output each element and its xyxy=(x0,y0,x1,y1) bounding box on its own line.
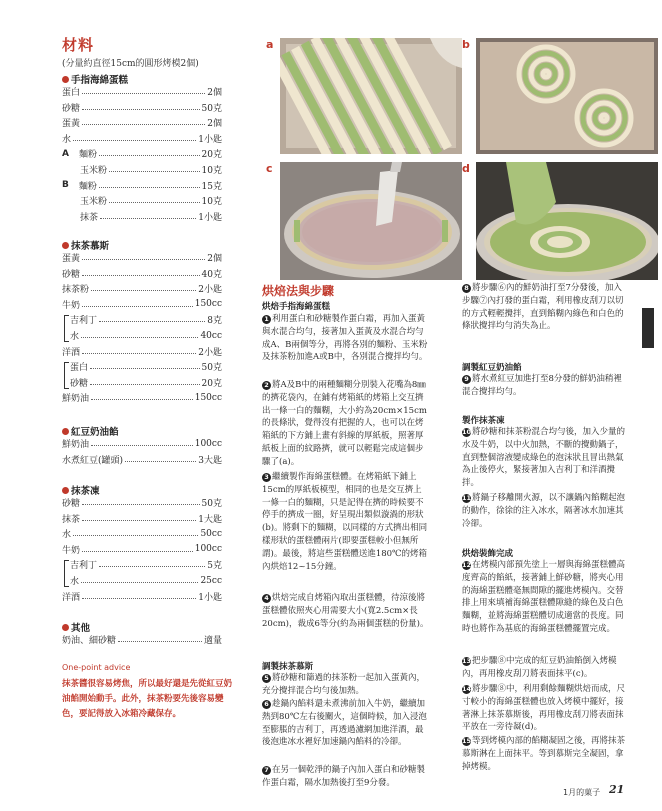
leader-dots xyxy=(109,171,200,172)
photo-label-d: d xyxy=(462,162,470,175)
ingredient-name: 洋酒 xyxy=(62,592,81,603)
section-heading-text: 紅豆奶油餡 xyxy=(71,427,119,438)
ingredient-quantity: 1大匙 xyxy=(198,514,222,525)
chapter-tab xyxy=(642,308,654,348)
leader-dots xyxy=(99,566,205,567)
ingredient-name: 水 xyxy=(70,577,80,587)
ingredient-name: 玉米粉 xyxy=(80,166,108,176)
step-number-7: 7 xyxy=(262,766,271,775)
ingredient-row xyxy=(62,147,222,160)
photo-a-striped-batter xyxy=(280,38,462,154)
ingredient-name: 水煮紅豆(罐頭) xyxy=(62,455,124,466)
recipe-yield: (分量約直徑15cm的圓形烤模2個) xyxy=(62,59,199,69)
ingredient-name: 吉利丁 xyxy=(70,561,98,572)
step-number-9: 9 xyxy=(462,375,471,384)
ingredient-name: 抹茶 xyxy=(62,514,81,525)
leader-dots xyxy=(99,155,200,156)
leader-dots xyxy=(99,187,200,188)
group-mark: B xyxy=(62,180,69,191)
step-number-1: 1 xyxy=(262,315,271,324)
ingredient-bracket xyxy=(64,362,69,389)
ingredient-name: 牛奶 xyxy=(62,545,81,556)
step-5-text: 將砂糖和篩過的抹茶粉一起加入蛋黃內，充分攪拌混合均勻後加熱。 xyxy=(262,673,426,696)
photo-b-spiral-batter xyxy=(476,38,658,154)
ingredient-row xyxy=(62,437,222,450)
step-6 xyxy=(262,698,430,749)
ingredient-name: 抹茶 xyxy=(80,212,99,223)
step-13 xyxy=(462,655,630,681)
step-8-text: 將步驟⑥內的鮮奶油打至7分發後，加入步驟⑦內打發的蛋白霜，利用橡皮刮刀以切的方式輕輕攪拌，直到餡糊內綠色和白色的條狀攪拌均勻消失為止。 xyxy=(462,283,624,332)
ingredient-quantity: 40克 xyxy=(201,269,222,280)
step-14-text: 將步驟⑧中，利用剩餘麵糊烘焙而成，尺寸較小的海綿蛋糕體也放入烤模中擺好，接著淋上抹茶慕斯後，再用橡皮刮刀將表面抹平放在一旁待凝(d)。 xyxy=(462,684,626,733)
ingredient-quantity: 50克 xyxy=(201,103,222,114)
step-10-text: 將砂糖和抹茶粉混合均勻後，加入少量的水及牛奶，以中火加熱，不斷的攪動鍋子，直到整個溶液變成綠色的泡沫狀且冒出熱氣為止後停火，緊接著加入吉利丁和洋酒攪拌。 xyxy=(462,427,626,489)
photo-label-b: b xyxy=(462,38,470,51)
section-heading xyxy=(62,238,109,252)
leader-dots xyxy=(82,109,200,110)
ingredient-quantity: 10克 xyxy=(201,166,222,176)
ingredient-quantity: 15克 xyxy=(201,181,222,192)
leader-dots xyxy=(91,290,196,291)
ingredient-name: 抹茶粉 xyxy=(62,285,90,296)
ingredient-name: 砂糖 xyxy=(70,378,89,389)
photo-d-matcha-mousse xyxy=(476,162,658,280)
ingredient-row xyxy=(70,574,222,587)
step-10 xyxy=(462,426,630,490)
advice-text: 抹茶醬很容易烤焦，所以最好還是先從紅豆奶油餡開始動手。此外，抹茶粉要先後容易變色，要記得放入冰箱冷藏保存。 xyxy=(62,679,233,719)
ingredient-row xyxy=(62,179,222,192)
leader-dots xyxy=(100,218,196,219)
method-title: 烘焙法與步驟 xyxy=(262,284,335,298)
ingredient-quantity: 2個 xyxy=(207,254,222,264)
leader-dots xyxy=(91,399,193,400)
leader-dots xyxy=(82,259,205,260)
leader-dots xyxy=(73,140,196,141)
step-2-text: 將A及B中的兩種麵糊分別裝入花嘴為8㎜的擠花袋內，在鋪有烤箱紙的烤箱上交互擠出一條一白的麵糊，大小約為20cm×15cm的長條狀，覺得沒有把握的人，也可以在烤箱紙的下方鋪上畫有斜線的厚紙板，照著厚紙板上面的紋路擠，就可以輕鬆完成這個步驟了(a)。 xyxy=(262,380,427,467)
ingredient-row xyxy=(70,376,222,389)
ingredient-name: 水 xyxy=(70,332,80,342)
bullet-dot-icon xyxy=(62,428,69,435)
step-11-text: 將鍋子移離開火源，以不讓鍋內餡糊起泡的動作，徐徐的注入冰水，隔著冰水加速其冷卻。 xyxy=(462,493,626,529)
ingredient-name: 砂糖 xyxy=(62,269,81,280)
ingredient-row xyxy=(80,210,222,223)
leader-dots xyxy=(82,275,200,276)
ingredient-bracket xyxy=(64,560,69,587)
ingredient-row xyxy=(62,527,222,540)
step-2 xyxy=(262,379,430,469)
step-11 xyxy=(462,492,630,530)
ingredient-row xyxy=(62,116,222,129)
ingredient-quantity: 適量 xyxy=(203,636,222,646)
ingredient-name: 鮮奶油 xyxy=(62,394,90,405)
ingredient-row xyxy=(70,313,222,326)
ingredient-name: 蛋白 xyxy=(62,88,81,98)
step-1 xyxy=(262,313,430,364)
ingredient-quantity: 1小匙 xyxy=(198,134,222,145)
leader-dots xyxy=(118,641,202,642)
ingredient-row xyxy=(80,163,222,176)
ingredient-quantity: 2個 xyxy=(207,119,222,130)
ingredient-quantity: 20克 xyxy=(201,378,222,389)
ingredient-quantity: 10克 xyxy=(201,197,222,208)
ingredient-quantity: 2小匙 xyxy=(198,347,222,358)
leader-dots xyxy=(90,384,200,385)
step-12 xyxy=(462,559,630,636)
step-number-11: 11 xyxy=(462,494,472,502)
footer-chapter: 1月的菓子 xyxy=(563,788,601,797)
leader-dots xyxy=(109,202,200,203)
page-number: 21 xyxy=(609,783,625,796)
step-number-2: 2 xyxy=(262,381,271,390)
section-heading-text: 手指海綿蛋糕 xyxy=(71,75,129,86)
ingredient-name: 蛋黃 xyxy=(62,254,81,264)
ingredient-row xyxy=(62,101,222,114)
advice-heading: One-point advice xyxy=(62,663,131,672)
ingredient-row xyxy=(62,453,222,466)
ingredient-row xyxy=(62,633,222,646)
ingredient-row xyxy=(62,85,222,98)
recipe-title: 材料 xyxy=(62,36,95,54)
ingredient-row xyxy=(70,329,222,342)
leader-dots xyxy=(82,353,196,354)
ingredient-quantity: 100cc xyxy=(194,438,222,449)
step-14 xyxy=(462,683,630,734)
photo-label-c: c xyxy=(266,162,273,175)
step-number-8: 8 xyxy=(462,284,471,293)
leader-dots xyxy=(81,582,198,583)
ingredient-quantity: 3大匙 xyxy=(198,455,222,466)
section-heading xyxy=(62,424,119,438)
step-heading-sponge: 烘焙手指海綿蛋糕 xyxy=(262,302,331,312)
step-8 xyxy=(462,282,630,333)
ingredient-name: 砂糖 xyxy=(62,499,81,509)
step-heading-red-bean: 調製紅豆奶油餡 xyxy=(462,363,522,373)
step-12-text: 在烤模內部預先塗上一層與海綿蛋糕體高度齊高的餡紙，接著鋪上鮮砂糖，將夾心用的海綿蛋糕體毫無間隙的擺進烤模內。交替排上用來填補海綿蛋糕體隙縫的綠色及白色麵糊，並將海綿蛋糕體切成適當的長度。同時也將作為基底的海綿蛋糕體擺置完成。 xyxy=(462,560,626,634)
section-heading-text: 其他 xyxy=(71,623,91,634)
ingredient-quantity: 2個 xyxy=(207,88,222,98)
step-5 xyxy=(262,672,430,698)
ingredient-name: 蛋白 xyxy=(70,363,89,374)
leader-dots xyxy=(82,598,196,599)
bullet-dot-icon xyxy=(62,487,69,494)
ingredient-name: 鮮奶油 xyxy=(62,440,90,450)
section-heading-text: 抹茶慕斯 xyxy=(71,241,110,252)
step-15-text: 等到烤模內部的餡糊凝固之後，再將抹茶慕斯淋在上面抹平。等到慕斯完全凝固，拿掉烤模。 xyxy=(462,736,626,772)
step-number-10: 10 xyxy=(462,428,472,436)
step-15 xyxy=(462,735,630,773)
bullet-dot-icon xyxy=(62,624,69,631)
step-3-text: 繼續製作海綿蛋糕體。在烤箱紙下鋪上15cm的厚紙板模型，相同的也是交互擠上一條一白的麵糊，只是記得在擠的時候要不停手的擠成一圈，好呈現出類似漩渦的形狀(b)。將剩下的麵糊，以同樣的方式擠出相同樣形狀的蛋糕體兩片(即要蛋糕較小但無所謂)。最後，將這些蛋糕體送進180℃的烤箱內烘焙12~15分鐘。 xyxy=(262,472,428,572)
ingredient-row xyxy=(62,391,222,404)
group-mark: A xyxy=(62,148,69,159)
ingredient-row xyxy=(62,298,222,311)
ingredient-name: 水 xyxy=(62,530,72,541)
photo-c-red-bean-filling xyxy=(280,162,462,280)
ingredient-row xyxy=(62,251,222,264)
ingredient-quantity: 150cc xyxy=(194,299,222,310)
ingredient-row xyxy=(62,132,222,145)
ingredient-row xyxy=(62,496,222,509)
ingredient-row xyxy=(62,282,222,295)
ingredient-quantity: 50克 xyxy=(201,363,222,374)
leader-dots xyxy=(125,461,196,462)
step-9 xyxy=(462,373,630,399)
ingredient-row xyxy=(62,590,222,603)
ingredient-name: 麵粉 xyxy=(78,181,97,192)
step-number-12: 12 xyxy=(462,561,472,569)
bullet-dot-icon xyxy=(62,242,69,249)
ingredient-quantity: 150cc xyxy=(194,392,222,403)
step-7-text: 在另一個乾淨的鍋子內加入蛋白和砂糖製作蛋白霜，隔水加熱後打至9分發。 xyxy=(262,765,426,788)
leader-dots xyxy=(99,321,205,322)
step-7 xyxy=(262,764,430,790)
step-number-13: 13 xyxy=(462,657,472,665)
step-13-text: 把步驟⑧中完成的紅豆奶油餡倒入烤模內，再用橡皮刮刀將表面抹平(c)。 xyxy=(462,656,617,679)
ingredient-quantity: 8克 xyxy=(207,316,222,327)
ingredient-name: 麵粉 xyxy=(78,150,97,161)
bullet-dot-icon xyxy=(62,76,69,83)
leader-dots xyxy=(82,93,205,94)
leader-dots xyxy=(91,445,193,446)
step-number-3: 3 xyxy=(262,473,271,482)
step-number-15: 15 xyxy=(462,737,472,745)
ingredient-quantity: 50cc xyxy=(200,528,222,539)
ingredient-quantity: 5克 xyxy=(207,561,222,572)
ingredient-name: 水 xyxy=(62,134,72,145)
step-number-6: 6 xyxy=(262,700,271,709)
step-4-text: 烘焙完成自烤箱內取出蛋糕體，待涼後將蛋糕體依照夾心用需要大小(寬2.5cm×長20cm)，裁成6等分(約為兩個蛋糕的份量)。 xyxy=(262,593,429,629)
step-number-4: 4 xyxy=(262,594,271,603)
leader-dots xyxy=(82,306,193,307)
section-heading xyxy=(62,620,90,634)
ingredient-name: 洋酒 xyxy=(62,347,81,358)
ingredient-name: 吉利丁 xyxy=(70,316,98,327)
leader-dots xyxy=(90,368,200,369)
ingredient-name: 玉米粉 xyxy=(80,197,108,208)
ingredient-quantity: 20克 xyxy=(201,150,222,161)
ingredient-quantity: 40cc xyxy=(200,330,222,341)
ingredient-row xyxy=(70,558,222,571)
section-heading xyxy=(62,483,100,497)
ingredient-row xyxy=(62,512,222,525)
leader-dots xyxy=(73,535,198,536)
ingredient-row xyxy=(62,267,222,280)
step-heading-jelly: 製作抹茶凍 xyxy=(462,416,505,426)
ingredient-name: 砂糖 xyxy=(62,103,81,114)
leader-dots xyxy=(82,504,200,505)
section-heading xyxy=(62,72,128,86)
ingredient-row xyxy=(62,543,222,556)
ingredient-quantity: 2小匙 xyxy=(198,285,222,296)
step-3 xyxy=(262,471,430,573)
leader-dots xyxy=(82,520,196,521)
photo-label-a: a xyxy=(266,38,274,51)
leader-dots xyxy=(81,337,198,338)
ingredient-quantity: 1小匙 xyxy=(198,592,222,603)
step-6-text: 趁鍋內餡料還未煮沸前加入牛奶，繼續加熱到80℃左右後關火，這個時候，加入浸泡至膨脹的吉利丁，再透過濾網加進洋酒，最後泡進冰水裡好加速鍋內餡料的冷卻。 xyxy=(262,699,427,748)
step-heading-mousse: 調製抹茶慕斯 xyxy=(262,662,314,672)
section-heading-text: 抹茶凍 xyxy=(71,486,100,497)
ingredient-quantity: 50克 xyxy=(201,499,222,509)
step-4 xyxy=(262,592,430,630)
ingredient-name: 牛奶 xyxy=(62,300,81,311)
step-number-14: 14 xyxy=(462,685,472,693)
step-1-text: 利用蛋白和砂糖製作蛋白霜，再加入蛋黃與水混合均勻，接著加入蛋黃及水混合均勻成A、B兩個等分，再將各別的麵粉、玉米粉及抹茶粉加進A或B中，各別混合攪拌均勻。 xyxy=(262,314,428,363)
ingredient-row xyxy=(62,345,222,358)
ingredient-quantity: 1小匙 xyxy=(198,212,222,223)
step-number-5: 5 xyxy=(262,674,271,683)
step-heading-finish: 烘焙裝飾完成 xyxy=(462,549,514,559)
ingredient-bracket xyxy=(64,315,69,342)
step-9-text: 將水煮紅豆加進打至8分發的鮮奶油稍裡混合攪拌均勻。 xyxy=(462,374,622,397)
leader-dots xyxy=(82,124,205,125)
ingredient-name: 奶油、細砂糖 xyxy=(62,636,117,646)
leader-dots xyxy=(82,551,193,552)
ingredient-quantity: 25cc xyxy=(200,575,222,586)
ingredient-quantity: 100cc xyxy=(194,544,222,555)
ingredient-row xyxy=(80,194,222,207)
ingredient-row xyxy=(70,360,222,373)
ingredient-name: 蛋黃 xyxy=(62,119,81,130)
